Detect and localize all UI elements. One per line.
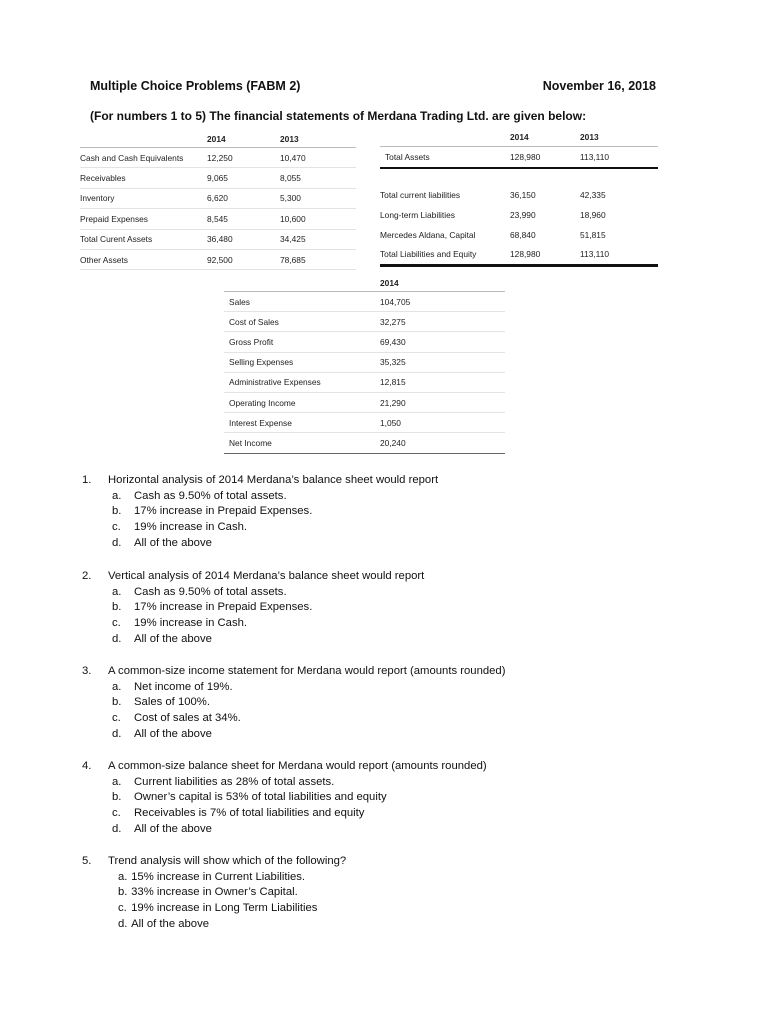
question-4 [82,758,487,837]
option-letter: c. [112,617,121,630]
value-2014: 128,980 [510,244,580,265]
table-row [224,292,505,312]
option-letter: a. [112,680,122,693]
row-value: 35,325 [380,352,505,372]
value-2014: 9,065 [207,168,280,188]
question-number: 5. [82,854,92,867]
column-header: 2014 [207,133,226,144]
table-row [80,148,356,168]
value-2014: 12,250 [207,148,280,168]
option-letter: a. [112,585,122,598]
option-letter: a. [112,775,122,788]
option-letter: b. [112,791,122,804]
table-row [224,372,505,392]
option-letter: c. [112,521,121,534]
value-2013: 51,815 [580,229,606,240]
table-row [80,188,356,208]
row-label: Administrative Expenses [224,372,380,392]
document-title: Multiple Choice Problems (FABM 2) [90,79,301,93]
value-2014: 128,980 [510,147,580,168]
row-label: Interest Expense [224,413,380,433]
value-2013: 18,960 [580,209,606,220]
value-2014: 36,150 [510,190,536,201]
table-row [380,147,658,168]
row-label: Cost of Sales [224,312,380,332]
option-text: 17% increase in Prepaid Expenses. [134,505,313,518]
option-text: All of the above [134,728,212,741]
row-value: 104,705 [380,292,505,312]
option-letter: b. [112,696,122,709]
value-2013: 34,425 [280,229,356,249]
row-value: 1,050 [380,413,505,433]
option-letter: d. [112,728,122,741]
column-header: 2013 [280,133,299,144]
question-number: 3. [82,664,92,677]
option-text: All of the above [134,633,212,646]
row-value: 21,290 [380,392,505,412]
row-label: Total Assets [380,147,510,168]
option-text: All of the above [134,537,212,550]
option-text: Cost of sales at 34%. [134,712,241,725]
value-2013: 5,300 [280,188,356,208]
row-label: Gross Profit [224,332,380,352]
question-text: A common-size balance sheet for Merdana would report (amounts rounded) [108,759,487,772]
question-3 [82,663,505,742]
row-label: Selling Expenses [224,352,380,372]
assets-table [80,130,356,270]
option-text: 33% increase in Owner’s Capital. [131,886,298,899]
option-text: Sales of 100%. [134,696,210,709]
value-2014: 68,840 [510,229,536,240]
row-label: Other Assets [80,249,207,269]
option-text: Receivables is 7% of total liabilities and equity [134,807,365,820]
question-text: Trend analysis will show which of the following? [108,854,347,867]
row-label: Inventory [80,188,207,208]
row-label: Cash and Cash Equivalents [80,148,207,168]
table-header-row [80,130,356,148]
row-value: 69,430 [380,332,505,352]
value-2014: 6,620 [207,188,280,208]
table-row [80,249,356,269]
column-header: 2013 [580,132,599,142]
option-text: Cash as 9.50% of total assets. [134,585,287,598]
option-letter: c. [118,902,127,915]
question-1 [82,472,438,551]
table-row [224,312,505,332]
value-2013: 10,600 [280,209,356,229]
value-2014: 8,545 [207,209,280,229]
question-2 [82,568,424,647]
value-2013: 10,470 [280,148,356,168]
table-row [380,225,658,245]
option-text: Cash as 9.50% of total assets. [134,489,287,502]
table-row [224,413,505,433]
question-number: 2. [82,569,92,582]
row-label: Total current liabilities [380,190,461,201]
question-text: Vertical analysis of 2014 Merdana’s balance sheet would report [108,569,425,582]
liabilities-table [380,128,658,267]
option-letter: b. [112,601,122,614]
option-letter: b. [118,886,128,899]
value-2014: 23,990 [510,209,536,220]
intro-text: (For numbers 1 to 5) The financial statements of Merdana Trading Ltd. are given below: [90,109,587,123]
option-letter: c. [112,807,121,820]
column-header: 2014 [510,132,529,142]
row-label: Sales [224,292,380,312]
option-letter: d. [112,537,122,550]
row-label: Operating Income [224,392,380,412]
option-letter: a. [118,870,128,883]
option-letter: c. [112,712,121,725]
option-letter: d. [112,633,122,646]
table-row [380,186,658,206]
option-text: 17% increase in Prepaid Expenses. [134,601,313,614]
option-text: Owner’s capital is 53% of total liabilities and equity [134,791,387,804]
option-text: 19% increase in Long Term Liabilities [131,902,318,915]
table-row [224,352,505,372]
option-text: 15% increase in Current Liabilities. [131,870,306,883]
table-row [224,392,505,412]
option-text: All of the above [134,823,212,836]
row-label: Receivables [80,168,207,188]
table-header-row [380,128,658,147]
row-label: Prepaid Expenses [80,209,207,229]
table-row [380,205,658,225]
row-value: 32,275 [380,312,505,332]
option-text: 19% increase in Cash. [134,521,248,534]
question-5 [82,853,346,932]
row-label: Long-term Liabilities [380,209,455,220]
value-2013: 42,335 [580,190,606,201]
option-text: 19% increase in Cash. [134,617,248,630]
option-letter: b. [112,505,122,518]
value-2013: 113,110 [580,244,658,265]
option-letter: d. [118,918,128,931]
table-row [80,168,356,188]
option-letter: d. [112,823,122,836]
question-text: A common-size income statement for Merdana would report (amounts rounded) [108,664,506,677]
table-row [224,332,505,352]
row-label: Total Curent Assets [80,229,207,249]
value-2014: 36,480 [207,229,280,249]
row-label: Total Liabilities and Equity [380,244,510,265]
question-number: 4. [82,759,92,772]
option-letter: a. [112,489,122,502]
table-row [80,229,356,249]
row-label: Mercedes Aldana, Capital [380,229,476,240]
table-row [380,244,658,265]
value-2013: 78,685 [280,249,356,269]
row-value: 12,815 [380,372,505,392]
income-statement-table [224,274,505,454]
table-row [80,209,356,229]
option-text: All of the above [131,918,210,931]
table-row [224,433,505,453]
value-2013: 113,110 [580,147,658,168]
document-date: November 16, 2018 [542,79,656,93]
option-text: Net income of 19%. [134,680,233,693]
value-2014: 92,500 [207,249,280,269]
row-label: Net Income [224,433,380,453]
question-text: Horizontal analysis of 2014 Merdana’s balance sheet would report [108,473,439,486]
table-header-row [224,274,505,292]
row-value: 20,240 [380,433,505,453]
option-text: Current liabilities as 28% of total assets. [134,775,335,788]
column-header: 2014 [380,274,505,292]
question-number: 1. [82,473,92,486]
value-2013: 8,055 [280,168,356,188]
